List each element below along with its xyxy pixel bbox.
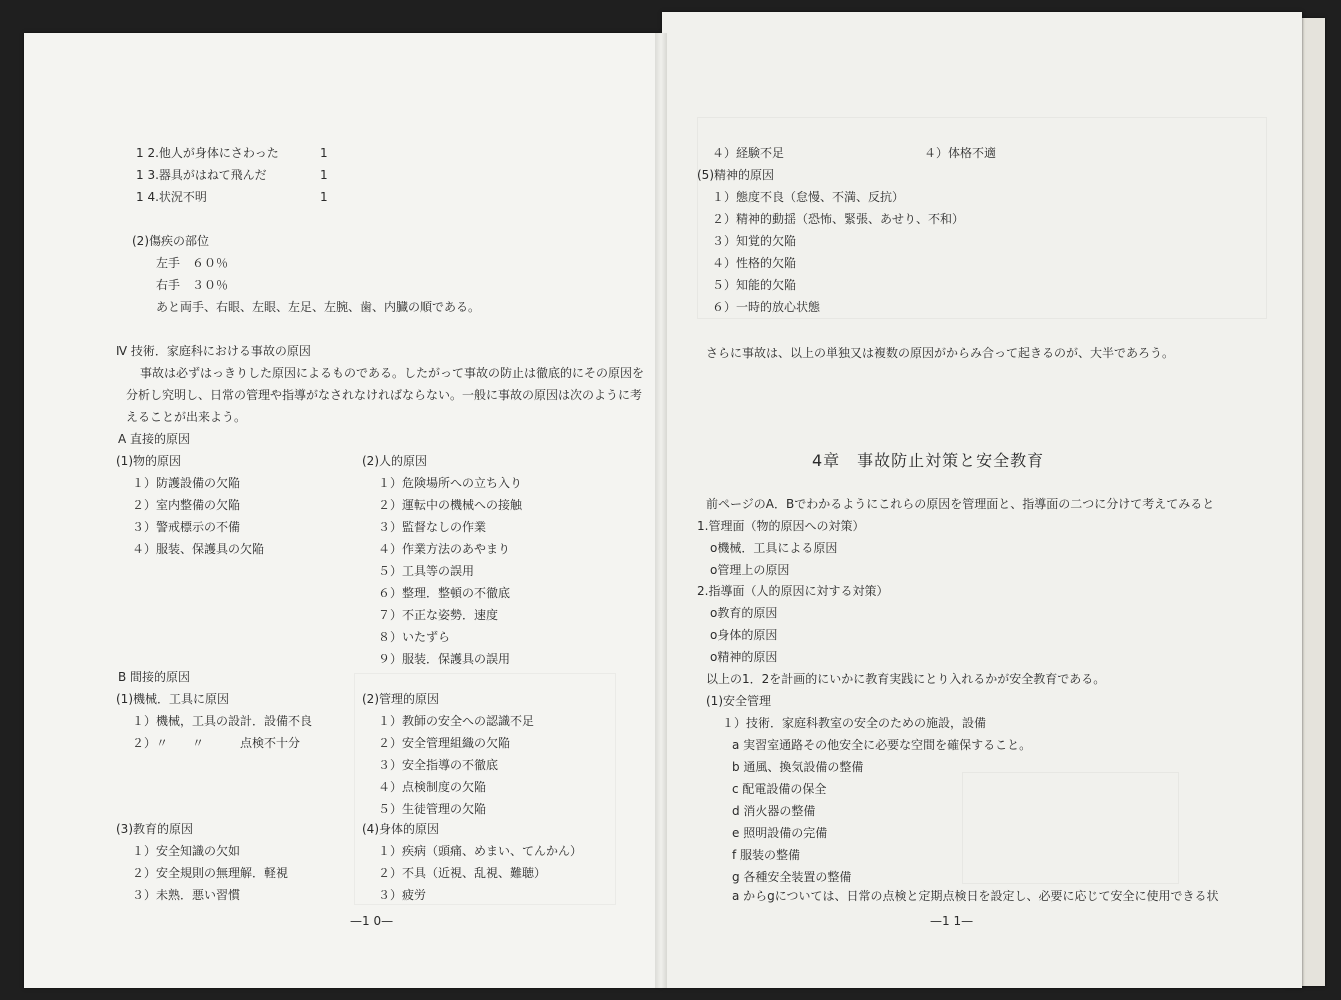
show-through-box [962, 772, 1179, 884]
physical-cause-1: １）防護設備の欠陥 [132, 476, 241, 490]
edu-cause-heading: (3)教育的原因 [116, 822, 193, 836]
book-spine [655, 33, 667, 988]
section4-paragraph-3: えることが出来よう。 [126, 410, 247, 424]
edu-line: 以上の1．2を計画的にいかに教育実践にとり入れるかが安全教育である。 [706, 672, 1106, 686]
mgmt-item-2: o管理上の原因 [710, 563, 790, 577]
left-page-number: —1 0— [350, 914, 394, 928]
item-13-count: 1 [320, 168, 328, 182]
edu-cause-2: ２）安全規則の無理解．軽視 [132, 866, 289, 880]
last-line: a からgについては、日常の点検と定期点検日を設定し、必要に応じて安全に使用できる状 [732, 889, 1219, 903]
item-12-label: 1 2.他人が身体にさわった [136, 146, 279, 160]
item-14-count: 1 [320, 190, 328, 204]
summary-line: さらに事故は、以上の単独又は複数の原因がからみ合って起きるのが、大半であろう。 [706, 346, 1175, 360]
body-cause-1: １）疾病（頭痛、めまい、てんかん） [378, 844, 583, 858]
mgmt-cause-4: ４）点検制度の欠陥 [378, 780, 487, 794]
human-cause-5: ５）工具等の誤用 [378, 564, 475, 578]
mgmt-item-1: o機械．工具による原因 [710, 541, 838, 555]
mental-cause-1: １）態度不良（怠慢、不満、反抗） [712, 190, 905, 204]
human-cause-9: ９）服装．保護具の誤用 [378, 652, 511, 666]
mental-cause-4: ４）性格的欠陥 [712, 256, 797, 270]
section4-paragraph-2: 分析し究明し、日常の管理や指導がなされなければならない。一般に事故の原因は次のように考 [126, 388, 643, 402]
section4-paragraph-1: 事故は必ずはっきりした原因によるものである。したがって事故の防止は徹底的にその原因を [140, 366, 645, 380]
guide-heading: 2.指導面（人的原因に対する対策） [697, 584, 889, 598]
human-cause-heading: (2)人的原因 [362, 454, 427, 468]
item-14-label: 1 4.状況不明 [136, 190, 207, 204]
safety-item-e: e 照明設備の完備 [732, 826, 828, 840]
experience-lack: ４）経験不足 [712, 146, 785, 160]
right-hand-line: 右手 ３０％ [156, 278, 229, 292]
injury-part-heading: (2)傷疾の部位 [132, 234, 209, 248]
body-cause-2: ２）不具（近視、乱視、難聴） [378, 866, 547, 880]
human-cause-7: ７）不正な姿勢．速度 [378, 608, 499, 622]
physique-unfit: ４）体格不適 [924, 146, 997, 160]
human-cause-3: ３）監督なしの作業 [378, 520, 487, 534]
chapter-title: 4章 事故防止対策と安全教育 [812, 451, 1045, 470]
physical-cause-2: ２）室内整備の欠陥 [132, 498, 241, 512]
injury-rest-line: あと両手、右眼、左眼、左足、左腕、歯、内臓の順である。 [156, 300, 481, 314]
left-hand-line: 左手 ６０％ [156, 256, 229, 270]
mgmt-cause-5: ５）生徒管理の欠陥 [378, 802, 487, 816]
physical-cause-3: ３）警戒標示の不備 [132, 520, 241, 534]
mental-cause-3: ３）知覚的欠陥 [712, 234, 797, 248]
right-page-number: —1 1— [930, 914, 974, 928]
mental-cause-6: ６）一時的放心状態 [712, 300, 821, 314]
mgmt-cause-1: １）教師の安全への認識不足 [378, 714, 535, 728]
mgmt-cause-3: ３）安全指導の不徹底 [378, 758, 499, 772]
item-13-label: 1 3.器具がはねて飛んだ [136, 168, 267, 182]
human-cause-4: ４）作業方法のあやまり [378, 542, 511, 556]
human-cause-6: ６）整理．整頓の不徹底 [378, 586, 511, 600]
mental-cause-heading: (5)精神的原因 [697, 168, 774, 182]
safety-item-b: b 通風、換気設備の整備 [732, 760, 864, 774]
guide-item-2: o身体的原因 [710, 628, 778, 642]
safety-item-d: d 消火器の整備 [732, 804, 816, 818]
safety-sub: １）技術．家庭科教室の安全のための施設，設備 [722, 716, 987, 730]
safety-heading: (1)安全管理 [706, 694, 771, 708]
safety-item-g: g 各種安全装置の整備 [732, 870, 852, 884]
human-cause-8: ８）いたずら [378, 630, 451, 644]
intro-line: 前ページのA．Bでわかるようにこれらの原因を管理面と、指導面の二つに分けて考えてみると [706, 497, 1215, 511]
machine-cause-2: ２）〃 〃 点検不十分 [132, 736, 301, 750]
guide-item-3: o精神的原因 [710, 650, 778, 664]
safety-item-a: a 実習室通路その他安全に必要な空間を確保すること。 [732, 738, 1032, 752]
mgmt-cause-heading: (2)管理的原因 [362, 692, 439, 706]
safety-item-f: f 服装の整備 [732, 848, 801, 862]
machine-cause-1: １）機械，工具の設計．設備不良 [132, 714, 313, 728]
body-cause-heading: (4)身体的原因 [362, 822, 439, 836]
edu-cause-3: ３）未熟．悪い習慣 [132, 888, 241, 902]
item-12-count: 1 [320, 146, 328, 160]
body-cause-3: ３）疲労 [378, 888, 427, 902]
mental-cause-5: ５）知能的欠陥 [712, 278, 797, 292]
human-cause-1: １）危険場所への立ち入り [378, 476, 523, 490]
indirect-cause-heading: B 間接的原因 [118, 670, 191, 684]
edu-cause-1: １）安全知識の欠如 [132, 844, 241, 858]
direct-cause-heading: A 直接的原因 [118, 432, 191, 446]
machine-cause-heading: (1)機械．工具に原因 [116, 692, 229, 706]
human-cause-2: ２）運転中の機械への接触 [378, 498, 523, 512]
physical-cause-heading: (1)物的原因 [116, 454, 181, 468]
mental-cause-2: ２）精神的動揺（恐怖、緊張、あせり、不和） [712, 212, 965, 226]
physical-cause-4: ４）服装、保護具の欠陥 [132, 542, 265, 556]
section4-heading: Ⅳ 技術．家庭科における事故の原因 [116, 344, 311, 358]
mgmt-cause-2: ２）安全管理組織の欠陥 [378, 736, 511, 750]
safety-item-c: c 配電設備の保全 [732, 782, 827, 796]
guide-item-1: o教育的原因 [710, 606, 778, 620]
mgmt-heading: 1.管理面（物的原因への対策） [697, 519, 865, 533]
